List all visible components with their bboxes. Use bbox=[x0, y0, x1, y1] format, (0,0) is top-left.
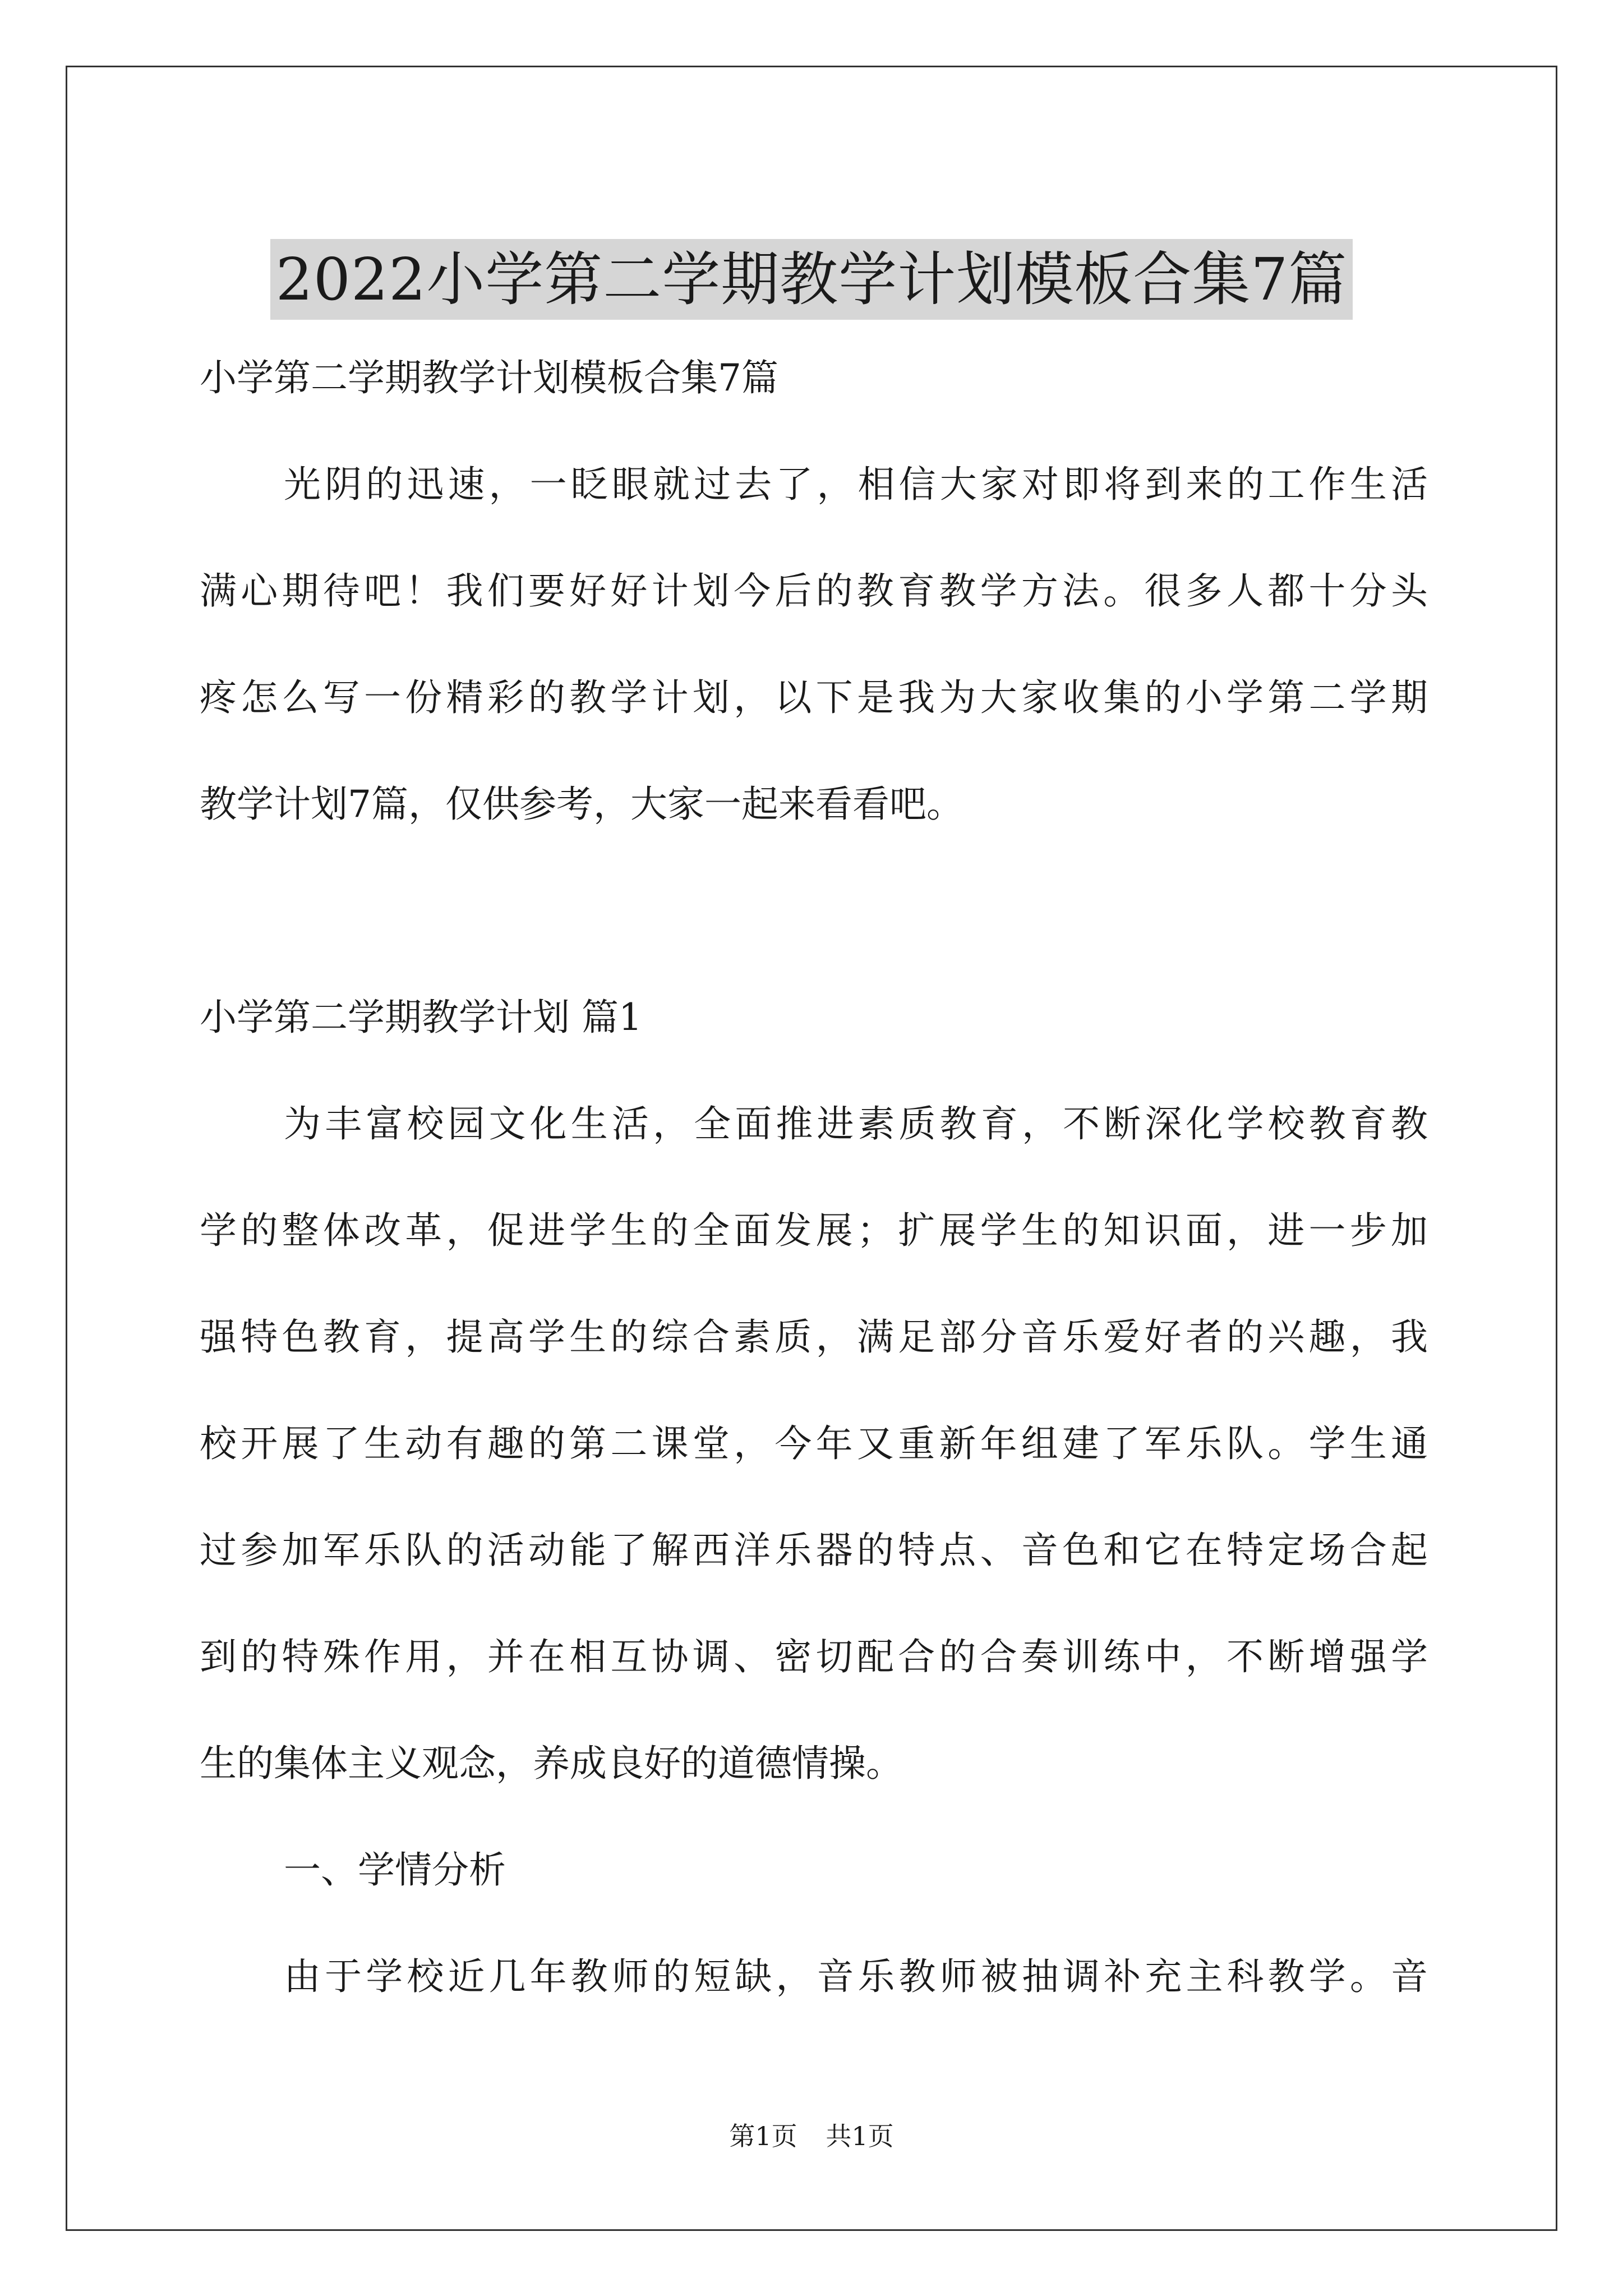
intro-line: 疼怎么写一份精彩的教学计划，以下是我为大家收集的小学第二学期 bbox=[200, 676, 1428, 719]
document-title: 2022小学第二学期教学计划模板合集7篇 bbox=[270, 239, 1353, 320]
section1-line: 过参加军乐队的活动能了解西洋乐器的特点、音色和它在特定场合起 bbox=[200, 1529, 1428, 1572]
intro-line: 教学计划7篇，仅供参考，大家一起来看看吧。 bbox=[200, 783, 963, 826]
document-subtitle: 小学第二学期教学计划模板合集7篇 bbox=[200, 356, 778, 399]
section-heading: 小学第二学期教学计划 篇1 bbox=[200, 996, 642, 1039]
subheading: 一、学情分析 bbox=[284, 1848, 506, 1892]
section1-line: 到的特殊作用，并在相互协调、密切配合的合奏训练中，不断增强学 bbox=[200, 1635, 1428, 1678]
para2-line: 由于学校近几年教师的短缺，音乐教师被抽调补充主科教学。音 bbox=[284, 1955, 1428, 1998]
title-container bbox=[0, 200, 1623, 358]
page-total: 共1页 bbox=[826, 2121, 894, 2151]
section1-line: 学的整体改革，促进学生的全面发展；扩展学生的知识面，进一步加 bbox=[200, 1209, 1428, 1252]
section1-line: 强特色教育，提高学生的综合素质，满足部分音乐爱好者的兴趣，我 bbox=[200, 1315, 1428, 1359]
page-number: 第1页 bbox=[729, 2121, 797, 2151]
section1-line: 为丰富校园文化生活，全面推进素质教育，不断深化学校教育教 bbox=[284, 1102, 1428, 1145]
intro-line: 满心期待吧！我们要好好计划今后的教育教学方法。很多人都十分头 bbox=[200, 569, 1428, 613]
section1-line: 生的集体主义观念，养成良好的道德情操。 bbox=[200, 1742, 903, 1785]
page-footer bbox=[0, 2119, 1623, 2153]
intro-line: 光阴的迅速，一眨眼就过去了，相信大家对即将到来的工作生活 bbox=[284, 463, 1428, 506]
section1-line: 校开展了生动有趣的第二课堂，今年又重新年组建了军乐队。学生通 bbox=[200, 1422, 1428, 1465]
